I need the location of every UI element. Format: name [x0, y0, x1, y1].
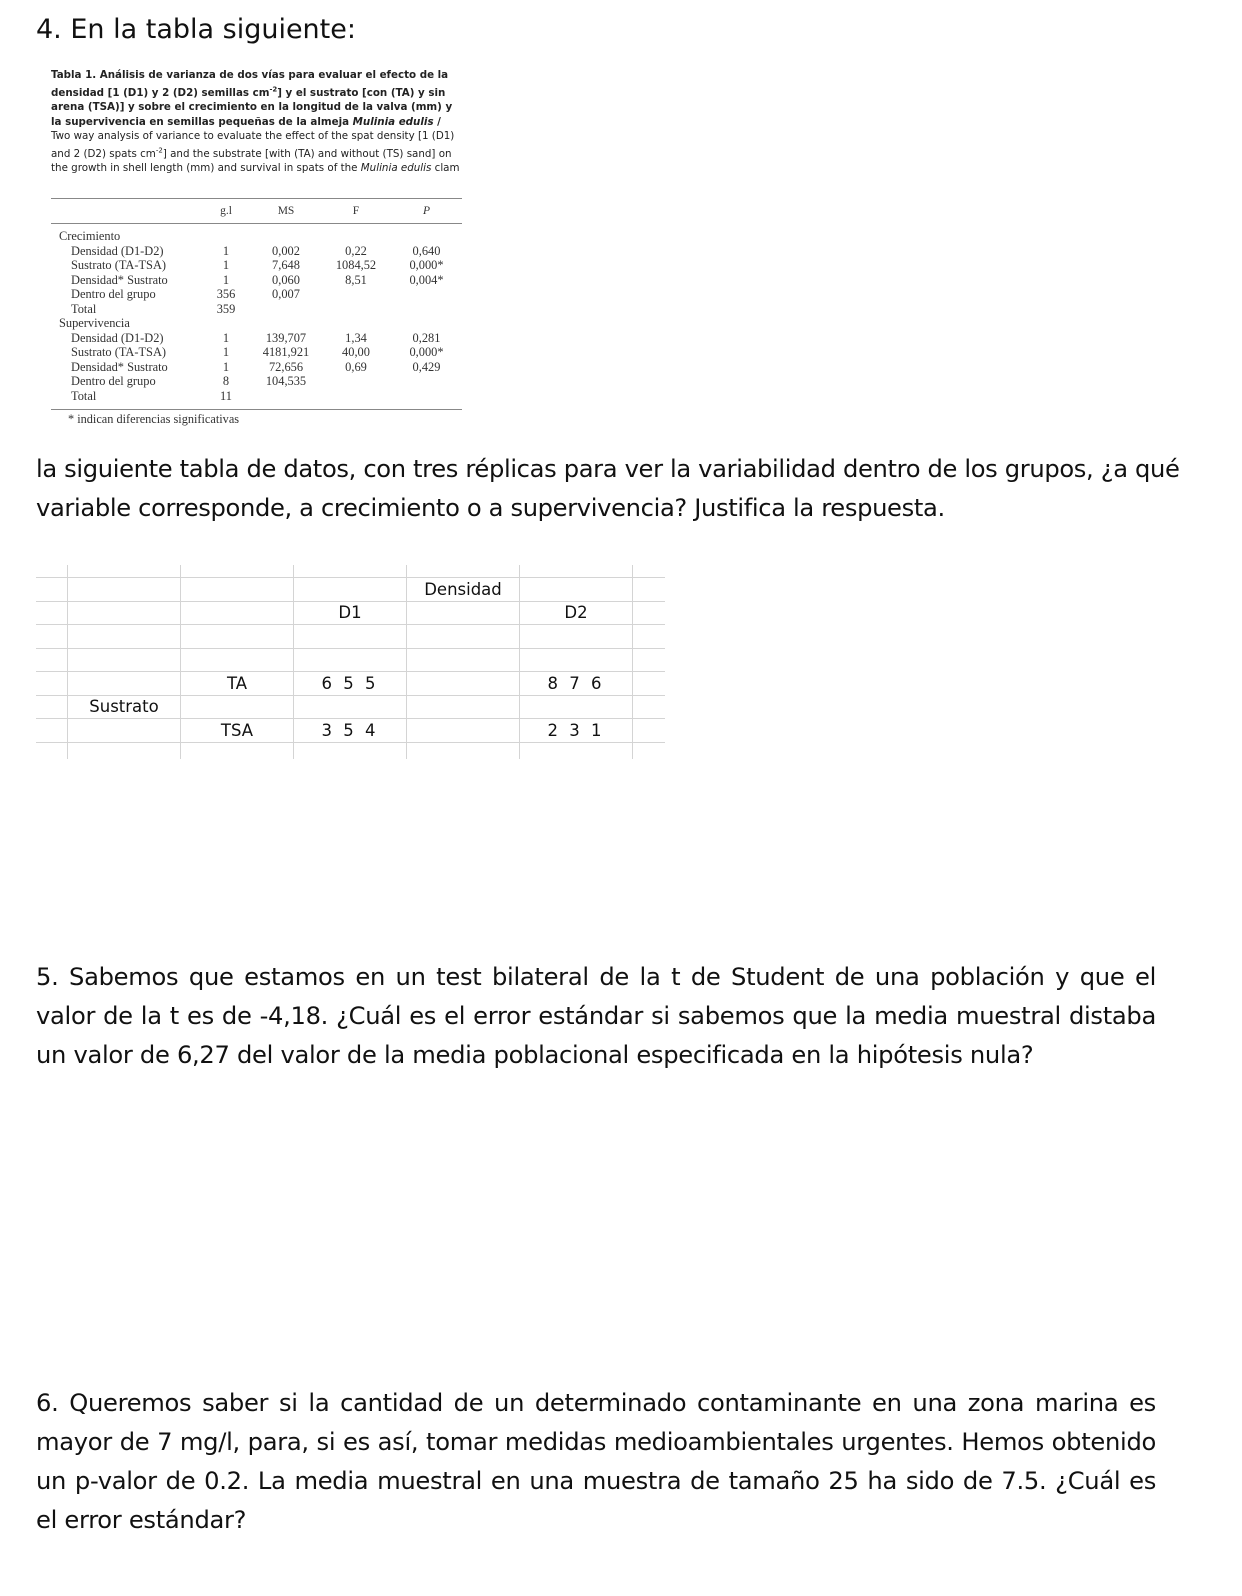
grid-cell [181, 601, 294, 625]
grid-cell [36, 672, 68, 696]
grid-cell [520, 625, 633, 649]
grid-cell [68, 672, 181, 696]
table-row [51, 331, 462, 346]
table-row [51, 258, 462, 273]
row-ms: 4181,921 [262, 345, 310, 359]
grid-cell [520, 695, 633, 719]
anova-footnote: * indican diferencias significativas [68, 412, 240, 426]
grid-cell [294, 648, 407, 672]
row-f [321, 374, 391, 389]
header-gl: g.l [201, 199, 251, 224]
col-level-d2: D2 [520, 601, 633, 625]
cell-ta-d1: 6 5 5 [294, 672, 407, 696]
grid-cell [68, 742, 181, 759]
row-ms: 7,648 [272, 258, 300, 272]
row-p: 0,429 [412, 359, 441, 374]
grid-cell [407, 601, 520, 625]
row-gl: 1 [222, 345, 230, 359]
row-ms: 0,007 [272, 287, 300, 301]
row-p: 0,281 [412, 330, 441, 345]
row-label: Sustrato (TA-TSA) [71, 345, 167, 359]
table-row [51, 374, 462, 389]
density-factor-label: Densidad [407, 578, 520, 602]
group-row-crecimiento [51, 224, 462, 244]
row-f: 1084,52 [335, 258, 377, 272]
grid-cell [407, 625, 520, 649]
grid-row-factor [36, 578, 665, 602]
table-row [51, 273, 462, 288]
grid-cell [36, 578, 68, 602]
grid-cell [68, 578, 181, 602]
header-ms: MS [251, 199, 321, 224]
grid-cell [520, 578, 633, 602]
header-label [51, 199, 201, 224]
row-ms: 139,707 [265, 330, 307, 345]
grid-cell [36, 742, 68, 759]
row-gl: 356 [216, 287, 236, 301]
row-f [321, 389, 391, 410]
substrate-factor-label: Sustrato [68, 695, 181, 719]
grid-cell [633, 695, 666, 719]
grid-cell [407, 719, 520, 743]
row-gl: 1 [222, 243, 230, 258]
grid-cell [633, 719, 666, 743]
row-f: 0,69 [345, 359, 367, 374]
row-f: 1,34 [345, 330, 367, 345]
row-gl: 359 [216, 301, 236, 316]
grid-cell [68, 565, 181, 578]
grid-cell [633, 742, 666, 759]
grid-cell [36, 719, 68, 743]
header-p: P [391, 199, 462, 224]
grid-cell [181, 695, 294, 719]
row-label: Densidad* Sustrato [71, 359, 168, 374]
data-grid [36, 565, 665, 759]
grid-row-top [36, 565, 665, 578]
row-f: 8,51 [345, 272, 367, 287]
row-label: Densidad* Sustrato [71, 272, 168, 287]
grid-cell [520, 648, 633, 672]
row-p: 0,000* [409, 345, 444, 359]
grid-cell [633, 625, 666, 649]
table-row [51, 389, 462, 410]
grid-cell [36, 601, 68, 625]
row-label: Sustrato (TA-TSA) [71, 258, 167, 272]
row-label: Densidad (D1-D2) [71, 243, 164, 258]
caption-spanish-sup: -2 [269, 85, 278, 94]
grid-cell [181, 565, 294, 578]
row-p: 0,000* [409, 258, 444, 272]
grid-cell [407, 695, 520, 719]
row-label: Dentro del grupo [71, 287, 156, 301]
caption-separator: / [433, 115, 441, 128]
question-4-prompt: la siguiente tabla de datos, con tres réplicas para ver la variabilidad dentro de los grupos, ¿a qué variable corresponde, a crecimiento o a supervivencia? Justifica la respuesta. [36, 455, 1180, 522]
grid-row-tsa [36, 719, 665, 743]
row-gl: 8 [222, 374, 230, 388]
anova-header-row [51, 199, 462, 224]
grid-cell [36, 648, 68, 672]
row-label: Densidad (D1-D2) [71, 330, 164, 345]
row-ms [251, 389, 321, 410]
row-p [391, 374, 462, 389]
grid-cell [633, 648, 666, 672]
grid-row-factor-sustrato [36, 695, 665, 719]
caption-species-es: Mulinia edulis [352, 115, 434, 128]
grid-cell [294, 565, 407, 578]
grid-cell [520, 742, 633, 759]
grid-row-empty [36, 625, 665, 649]
row-p [391, 302, 462, 317]
table-row [51, 345, 462, 360]
grid-row-bottom [36, 742, 665, 759]
row-ms: 0,002 [272, 243, 300, 258]
grid-cell [633, 578, 666, 602]
question-4-heading: 4. En la tabla siguiente: [36, 14, 356, 45]
row-p [391, 287, 462, 302]
grid-cell [407, 648, 520, 672]
row-p: 0,004* [409, 272, 444, 287]
row-f [321, 302, 391, 317]
anova-table [51, 198, 462, 410]
row-gl: 1 [222, 258, 230, 272]
grid-cell [36, 695, 68, 719]
caption-spanish-part2: ] y el sustrato [con (TA) y sin arena (TSA)] y sobre el crecimiento en la longitud de la valva (mm) y la supervivencia en semillas pequeñas de la almeja [51, 86, 453, 128]
grid-cell [68, 601, 181, 625]
grid-cell [294, 742, 407, 759]
grid-cell [294, 695, 407, 719]
row-f [321, 287, 391, 302]
question-6-text: 6. Queremos saber si la cantidad de un determinado contaminante en una zona marina es mayor de 7 mg/l, para, si es así, tomar medidas medioambientales urgentes. Hemos obtenido un p-valor de 0.2. La media muestral en una muestra de tamaño 25 ha sido de 7.5. ¿Cuál es el error estándar? [36, 1389, 1156, 1534]
row-p: 0,640 [412, 243, 441, 258]
caption-label: Tabla 1. [51, 69, 97, 81]
row-f: 40,00 [342, 345, 370, 359]
caption-spanish-part1: Análisis de varianza de dos vías para evaluar el efecto de la densidad [1 (D1) y 2 (D2) semillas cm [51, 69, 449, 99]
caption-english [51, 130, 460, 174]
row-ms [251, 302, 321, 317]
grid-cell [520, 565, 633, 578]
caption-english-part3: clam [431, 162, 460, 175]
table-caption [51, 68, 463, 176]
row-level-tsa: TSA [181, 719, 294, 743]
caption-species-en: Mulinia edulis [360, 162, 432, 175]
row-label: Dentro del grupo [71, 374, 156, 388]
cell-tsa-d2: 2 3 1 [520, 719, 633, 743]
cell-ta-d2: 8 7 6 [520, 672, 633, 696]
group-label: Crecimiento [59, 229, 121, 243]
grid-cell [633, 672, 666, 696]
grid-row-empty [36, 648, 665, 672]
row-level-ta: TA [181, 672, 294, 696]
caption-english-part1: Two way analysis of variance to evaluate the effect of the spat density [1 (D1) and 2 (D2) spats cm [51, 130, 455, 160]
cell-tsa-d1: 3 5 4 [294, 719, 407, 743]
header-f: F [321, 199, 391, 224]
question-5-text: 5. Sabemos que estamos en un test bilateral de la t de Student de una población y que el valor de la t es de -4,18. ¿Cuál es el error estándar si sabemos que la media muestral distaba un valor de 6,27 del valor de la media poblacional especificada en la hipótesis nula? [36, 963, 1156, 1069]
table-row [51, 302, 462, 317]
row-f: 0,22 [345, 243, 367, 258]
grid-cell [181, 578, 294, 602]
grid-row-levels [36, 601, 665, 625]
caption-english-sup: -2 [155, 146, 163, 155]
row-gl: 1 [222, 359, 230, 374]
row-label: Total [71, 301, 97, 316]
row-p [391, 389, 462, 410]
group-label: Supervivencia [59, 316, 130, 330]
grid-cell [68, 648, 181, 672]
grid-cell [36, 625, 68, 649]
grid-cell [68, 625, 181, 649]
grid-cell [181, 625, 294, 649]
grid-cell [407, 672, 520, 696]
row-gl: 11 [201, 389, 251, 410]
col-level-d1: D1 [294, 601, 407, 625]
table-row [51, 360, 462, 375]
caption-english-part2: ] and the substrate [with (TA) and without (TS) sand] on the growth in shell length (mm) and survival in spats of the [51, 147, 452, 175]
row-ms: 104,535 [265, 374, 307, 388]
row-ms: 72,656 [268, 359, 304, 374]
row-ms: 0,060 [272, 272, 300, 287]
grid-cell [294, 625, 407, 649]
grid-cell [181, 648, 294, 672]
grid-cell [36, 565, 68, 578]
caption-spanish [51, 69, 452, 128]
grid-cell [181, 742, 294, 759]
group-row-supervivencia [51, 316, 462, 331]
grid-cell [407, 742, 520, 759]
table-row [51, 244, 462, 259]
row-gl: 1 [222, 330, 230, 345]
grid-cell [633, 601, 666, 625]
grid-cell [407, 565, 520, 578]
grid-cell [294, 578, 407, 602]
grid-cell [633, 565, 666, 578]
row-gl: 1 [222, 272, 230, 287]
table-row [51, 287, 462, 302]
row-label: Total [51, 389, 201, 410]
grid-cell [68, 719, 181, 743]
grid-row-ta [36, 672, 665, 696]
